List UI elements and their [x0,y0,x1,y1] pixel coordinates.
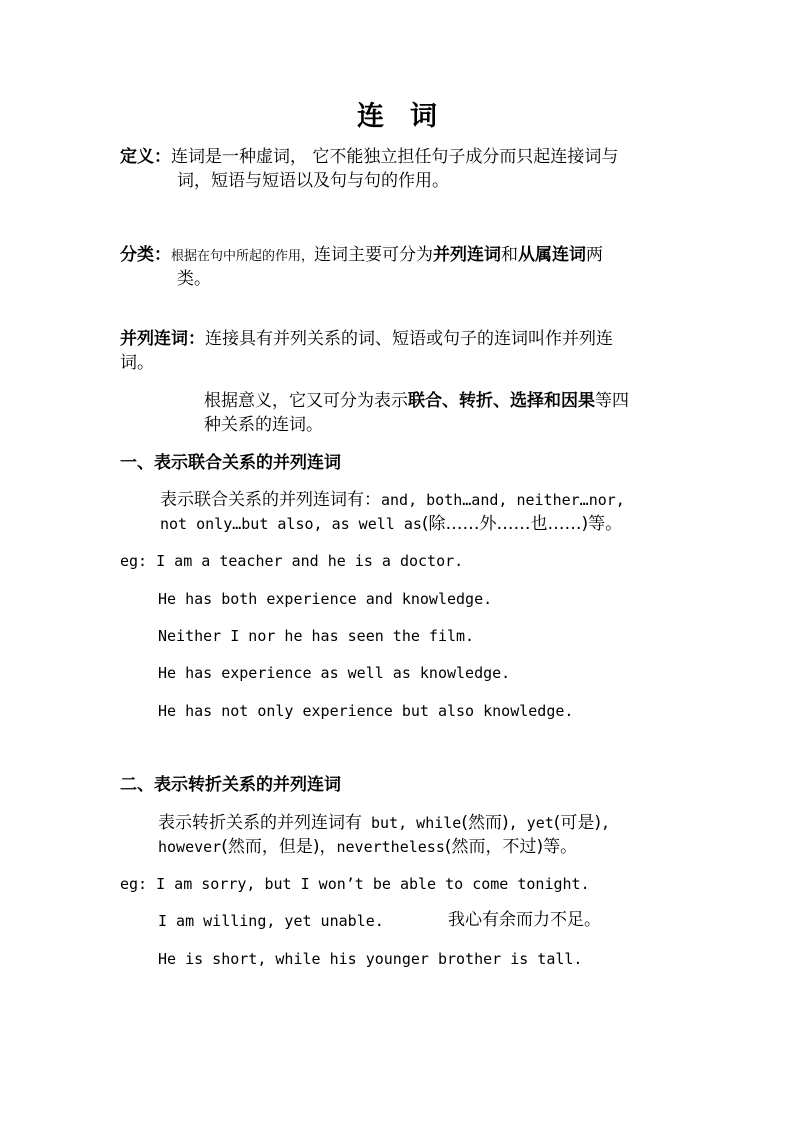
definition-label: 定义： [120,147,171,167]
coordinating-text-1: 连接具有并列关系的词、短语或句子的连词叫作并列连 [205,329,613,349]
classification-line-2: 类。 [177,269,211,289]
section-1-example-1: eg: I am a teacher and he is a doctor. [120,552,464,570]
page-title [0,94,794,133]
section-1-desc-line-2 [160,512,622,536]
section-1-desc-line-1 [160,488,625,512]
section-1-desc-cn-2: (除……外……也……)等。 [421,514,623,534]
coordinating-sub-post: 等四 [595,391,629,411]
classification-bold-1: 并列连词 [433,245,502,265]
section-2-desc-cn-2: (然而) [461,813,509,833]
section-2-desc-en-5: nevertheless [336,838,445,856]
section-1-example-4: He has experience as well as knowledge. [158,664,511,682]
section-1-heading: 一、表示联合关系的并列连词 [120,453,341,473]
definition-line-2: 词，短语与短语以及句与句的作用。 [177,171,449,191]
section-1-desc-en-2: not only…but also, as well as [160,515,422,533]
section-2-desc-en-4: however [158,838,222,856]
section-2-heading: 二、表示转折关系的并列连词 [120,775,341,795]
section-1-desc-cn: 表示联合关系的并列连词有： [160,490,381,510]
section-2-desc-cn: 表示转折关系的并列连词有 [158,813,362,833]
title-char-1: 连 [357,101,384,132]
section-2-desc-cn-5: (然而，不过)等。 [444,837,578,857]
section-2-desc-en-3: , [601,814,611,832]
classification-small-text: 根据在句中所起的作用， [171,249,315,264]
section-2-desc-cn-3: (可是) [553,813,602,833]
coordinating-sub-line-1 [204,389,629,413]
section-2-example-1: eg: I am sorry, but I won’t be able to come tonight. [120,875,590,893]
section-2-example-3: He is short, while his younger brother is tall. [158,950,583,968]
definition-line-1 [120,145,618,169]
coordinating-sub-pre: 根据意义，它又可分为表示 [204,391,408,411]
classification-bold-2: 从属连词 [518,245,587,265]
coordinating-line-1 [120,327,613,351]
title-char-2: 词 [410,101,437,132]
definition-text-1: 连词是一种虚词， 它不能独立担任句子成分而只起连接词与 [171,147,619,167]
section-1-desc-en: and, both…and, neither…nor, [381,491,625,509]
section-2-desc-line-2 [158,835,577,859]
section-1-example-3: Neither I nor he has seen the film. [158,627,475,645]
section-2-example-2: I am willing, yet unable. [158,912,384,930]
section-2-example-2-cn: 我心有余而力不足。 [448,910,601,930]
coordinating-sub-bold: 联合、转折、选择和因果 [408,391,595,411]
section-2-desc-en-2: , yet [508,814,554,832]
classification-mid: 连词主要可分为 [314,245,434,265]
section-1-example-5: He has not only experience but also knowledge. [158,702,574,720]
classification-and: 和 [501,245,519,265]
coordinating-label: 并列连词： [120,329,205,349]
section-2-desc-line-1 [158,811,610,835]
coordinating-sub-line-2: 种关系的连词。 [204,415,323,435]
classification-label: 分类： [120,245,171,265]
coordinating-line-2: 词。 [120,353,154,373]
section-2-desc-en: but, while [362,814,462,832]
classification-tail: 两 [586,245,604,265]
section-1-example-2: He has both experience and knowledge. [158,590,493,608]
section-2-desc-cn-4: (然而，但是)， [221,837,337,857]
classification-line-1 [120,243,603,269]
